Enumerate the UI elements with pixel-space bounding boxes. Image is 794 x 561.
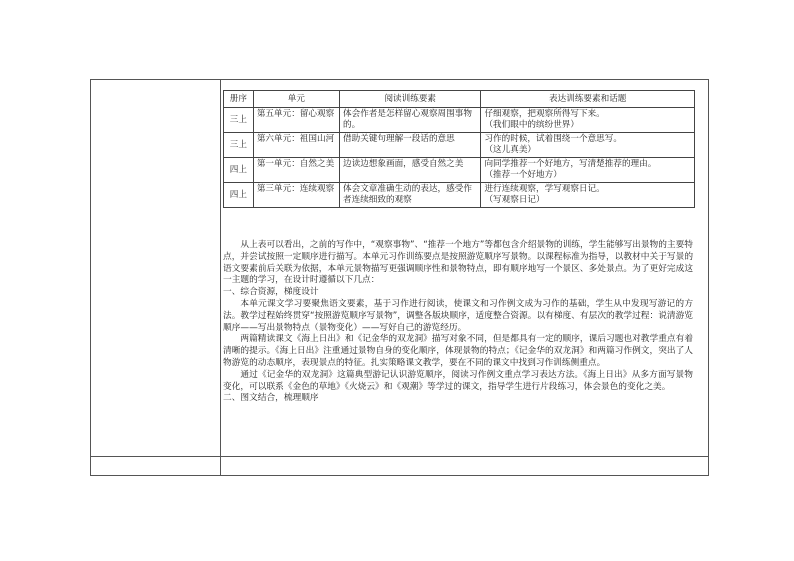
table-header-row (224, 91, 695, 108)
cell-grade: 三上 (224, 108, 254, 133)
expression-text: 向同学推荐一个好地方，写清楚推荐的理由。 (484, 159, 657, 169)
expression-text: 习作的时候，试着围绕一个意思写。 (484, 134, 622, 144)
table-row (224, 108, 695, 133)
cell-unit: 第六单元：祖国山河 (253, 133, 339, 158)
paragraph-travel-notes: 通过《记金华的双龙洞》这篇典型游记认识游览顺序，阅读习作例文重点学习表达方法。《海上日出》从多方面写景物变化，可以联系《金色的草地》《火烧云》和《观潮》等学过的课文，指导学生进行片段练习，体会景色的变化之美。 (223, 369, 693, 392)
body-text (223, 240, 693, 405)
cell-unit: 第五单元：留心观察 (253, 108, 339, 133)
cell-expression (481, 158, 695, 183)
cell-expression (481, 108, 695, 133)
table-row (224, 133, 695, 158)
cell-reading: 借助关键句理解一段话的意思 (340, 133, 481, 158)
paragraph-analysis: 从上表可以看出，之前的写作中，“观察事物”、“推荐一个地方”等都包含介绍景物的训练，学生能够写出景物的主要特点，并尝试按照一定顺序进行描写。本单元习作训练要点是按照游览顺序写景物。以课程标准为指导，以教材中关于写景的语文要素前后关联为依据，本单元景物描写更强调顺序性和景物特点，即有顺序地写一个景区、多处景点。为了更好完成这一主题的学习，在设计时遵循以下几点： (223, 240, 693, 286)
expression-topic: （推荐一个好地方） (484, 170, 562, 180)
paragraph-intensive-reading: 两篇精读课文《海上日出》和《记金华的双龙洞》描写对象不同，但是都具有一定的顺序，课后习题也对教学重点有着清晰的提示。《海上日出》注重通过景物自身的变化顺序，体现景物的特点；《记金华的双龙洞》和两篇习作例文，突出了人物游览的动态顺序，表现景点的特征。扎实策略课文教学，要在不同的课文中找到习作训练侧重点。 (223, 334, 693, 368)
header-reading: 阅读训练要素 (340, 91, 481, 108)
expression-topic: （写观察日记） (484, 195, 545, 205)
table-row (224, 183, 695, 208)
row-divider (91, 456, 708, 457)
cell-reading: 体会作者是怎样留心观察周围事物的。 (340, 108, 481, 133)
expression-topic: （这儿真美） (484, 145, 537, 155)
expression-topic: （我们眼中的缤纷世界） (484, 120, 579, 130)
cell-grade: 三上 (224, 133, 254, 158)
cell-reading: 边读边想象画面，感受自然之美 (340, 158, 481, 183)
cell-expression (481, 183, 695, 208)
header-grade: 册序 (224, 91, 254, 108)
header-expression: 表达训练要素和话题 (481, 91, 695, 108)
cell-unit: 第三单元：连续观察 (253, 183, 339, 208)
table-row (224, 158, 695, 183)
column-divider (220, 80, 221, 475)
cell-reading: 体会文章准确生动的表达，感受作者连续细致的观察 (340, 183, 481, 208)
training-elements-table (223, 90, 695, 208)
paragraph-resources: 本单元课文学习要聚焦语文要素，基于习作进行阅读，使课文和习作例文成为习作的基础，学生从中发现写游记的方法。教学过程始终贯穿“按照游览顺序写景物”，调整各版块顺序，适度整合资源。以有梯度、有层次的教学过程：说清游览顺序——写出景物特点（景物变化）——写好自己的游览经历。 (223, 298, 693, 333)
cell-grade: 四上 (224, 158, 254, 183)
section-heading-2: 二、图文结合，梳理顺序 (223, 393, 319, 404)
header-unit: 单元 (253, 91, 339, 108)
cell-unit: 第一单元：自然之美 (253, 158, 339, 183)
expression-text: 进行连续观察，学写观察日记。 (484, 184, 605, 194)
cell-grade: 四上 (224, 183, 254, 208)
section-heading-1: 一、综合资源，梯度设计 (223, 287, 319, 298)
cell-expression (481, 133, 695, 158)
expression-text: 仔细观察，把观察所得写下来。 (484, 109, 605, 119)
